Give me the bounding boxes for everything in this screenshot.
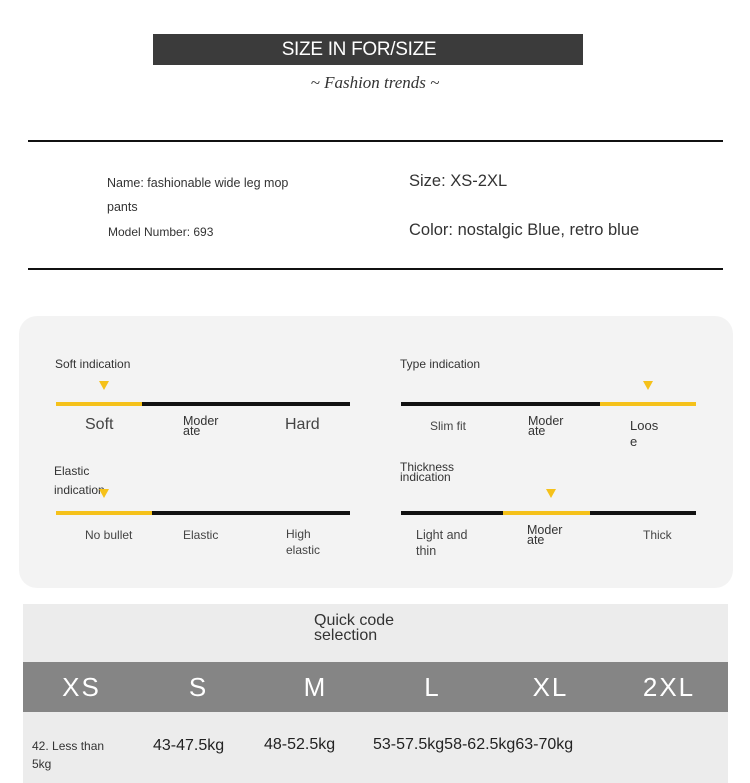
elastic-option-no-bullet: No bullet (85, 528, 133, 542)
type-marker-icon (643, 381, 653, 390)
product-size: Size: XS-2XL (409, 172, 508, 190)
size-xs: XS (62, 672, 101, 702)
soft-option-hard: Hard (285, 416, 320, 433)
page-title: SIZE IN FOR/SIZE (281, 39, 437, 60)
weight-m: 48-52.5kg (264, 736, 336, 753)
thickness-marker-icon (546, 489, 556, 498)
soft-marker-icon (99, 381, 109, 390)
size-2xl: 2XL (642, 672, 696, 702)
thickness-option-moderate: Moder ate (527, 523, 563, 547)
type-option-loose: Loos e (630, 418, 659, 449)
thickness-indication-label: Thickness indication (400, 460, 455, 484)
elastic-indication-label: Elastic indication (54, 464, 105, 497)
product-name-line1: Name: fashionable wide leg mop (107, 176, 289, 190)
weight-xs: 42. Less than 5kg (32, 739, 105, 771)
weight-s: 43-47.5kg (153, 737, 225, 754)
weight-l-xl-2xl: 53-57.5kg58-62.5kg63-70kg (373, 736, 574, 753)
size-m: M (303, 672, 328, 702)
product-name-line2: pants (107, 200, 138, 214)
thickness-option-light-thin: Light and thin (416, 528, 468, 558)
page-title-bar (153, 34, 583, 65)
elastic-marker-icon (99, 489, 109, 498)
product-color: Color: nostalgic Blue, retro blue (409, 221, 640, 239)
soft-option-soft: Soft (85, 416, 114, 433)
type-scale-bar (401, 402, 696, 406)
size-s: S (188, 672, 209, 702)
soft-option-moderate: Moder ate (183, 414, 219, 438)
type-option-slim-fit: Slim fit (430, 419, 466, 433)
elastic-option-elastic: Elastic (183, 528, 219, 542)
page-subtitle: ~ Fashion trends ~ (310, 73, 440, 92)
elastic-scale-bar (56, 511, 350, 515)
top-divider (28, 140, 723, 142)
size-xl: XL (532, 672, 569, 702)
model-number: Model Number: 693 (108, 225, 214, 239)
soft-scale-bar (56, 402, 350, 406)
size-l: L (424, 672, 441, 702)
thickness-option-thick: Thick (643, 528, 672, 542)
type-option-moderate: Moder ate (528, 414, 564, 438)
soft-indication-label: Soft indication (55, 357, 131, 371)
bottom-divider (28, 268, 723, 270)
quick-code-title: Quick code selection (314, 612, 395, 644)
thickness-scale-bar (401, 511, 696, 515)
type-indication-label: Type indication (400, 357, 481, 371)
elastic-option-high-elastic: High elastic (286, 527, 321, 557)
